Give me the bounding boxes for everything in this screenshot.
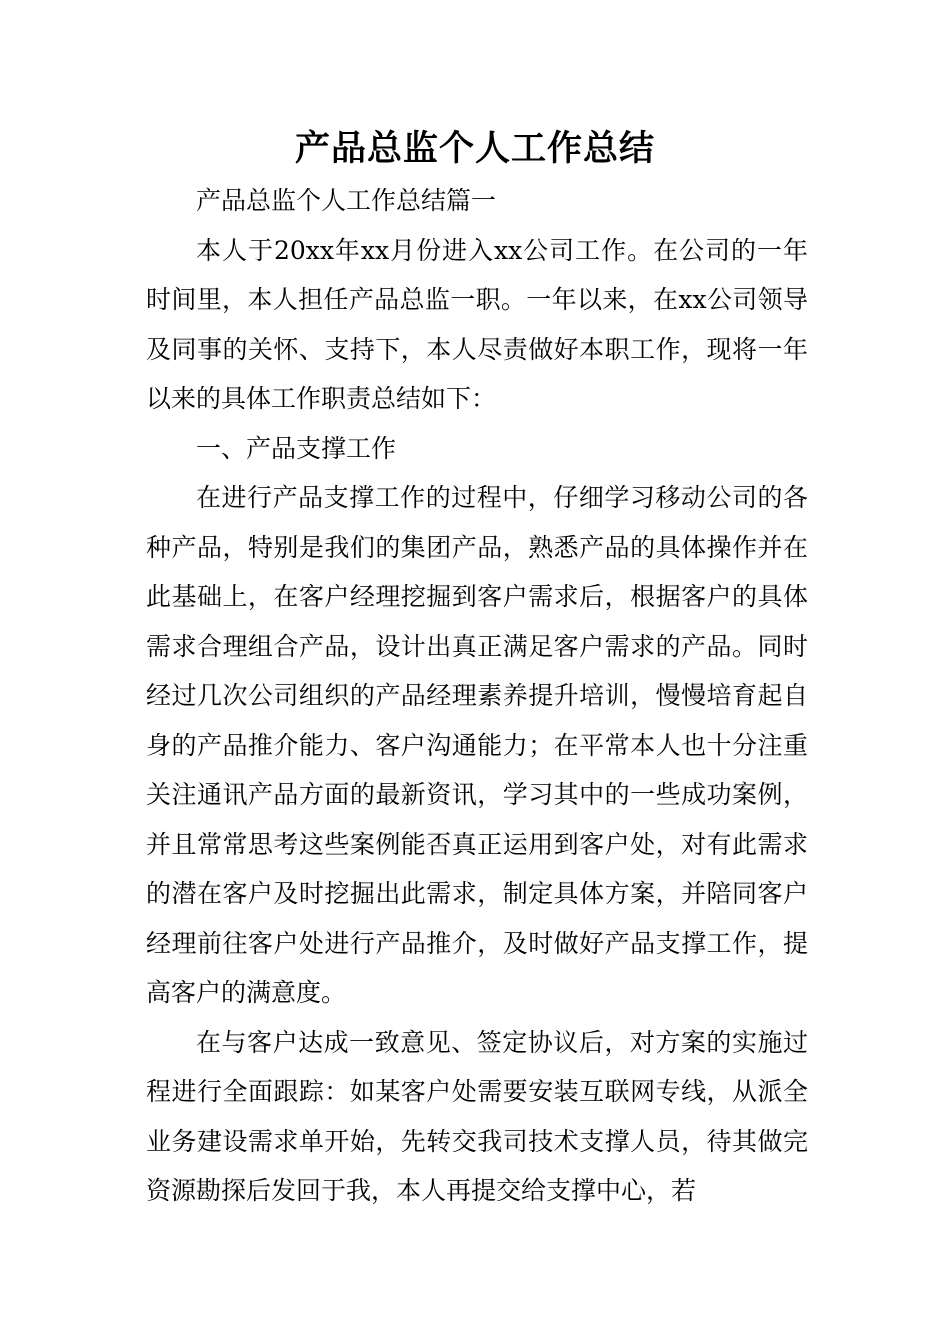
paragraph-implementation: 在与客户达成一致意见、签定协议后，对方案的实施过程进行全面跟踪：如某客户处需要安装互联网专线，从派全业务建设需求单开始，先转交我司技术支撑人员，待其做完资源勘探后发回于我，本人再提交给支撑中心，若 [146,1027,808,1205]
paragraph-intro: 本人于20xx年xx月份进入xx公司工作。在公司的一年时间里，本人担任产品总监一职。一年以来，在xx公司领导及同事的关怀、支持下，本人尽责做好本职工作，现将一年以来的具体工作职责总结如下： [146,235,808,413]
document-body [146,176,808,1216]
document-title: 产品总监个人工作总结 [294,129,655,169]
paragraph-product-support: 在进行产品支撑工作的过程中，仔细学习移动公司的各种产品，特别是我们的集团产品，熟悉产品的具体操作并在此基础上，在客户经理挖掘到客户需求后，根据客户的具体需求合理组合产品，设计出真正满足客户需求的产品。同时经过几次公司组织的产品经理素养提升培训，慢慢培育起自身的产品推介能力、客户沟通能力；在平常本人也十分注重关注通讯产品方面的最新资讯，学习其中的一些成功案例，并且常常思考这些案例能否真正运用到客户处，对有此需求的潜在客户及时挖掘出此需求，制定具体方案，并陪同客户经理前往客户处进行产品推介，及时做好产品支撑工作，提高客户的满意度。 [146,483,808,1007]
section-heading: 一、产品支撑工作 [196,433,397,463]
paragraph-subtitle: 产品总监个人工作总结篇一 [196,186,497,215]
